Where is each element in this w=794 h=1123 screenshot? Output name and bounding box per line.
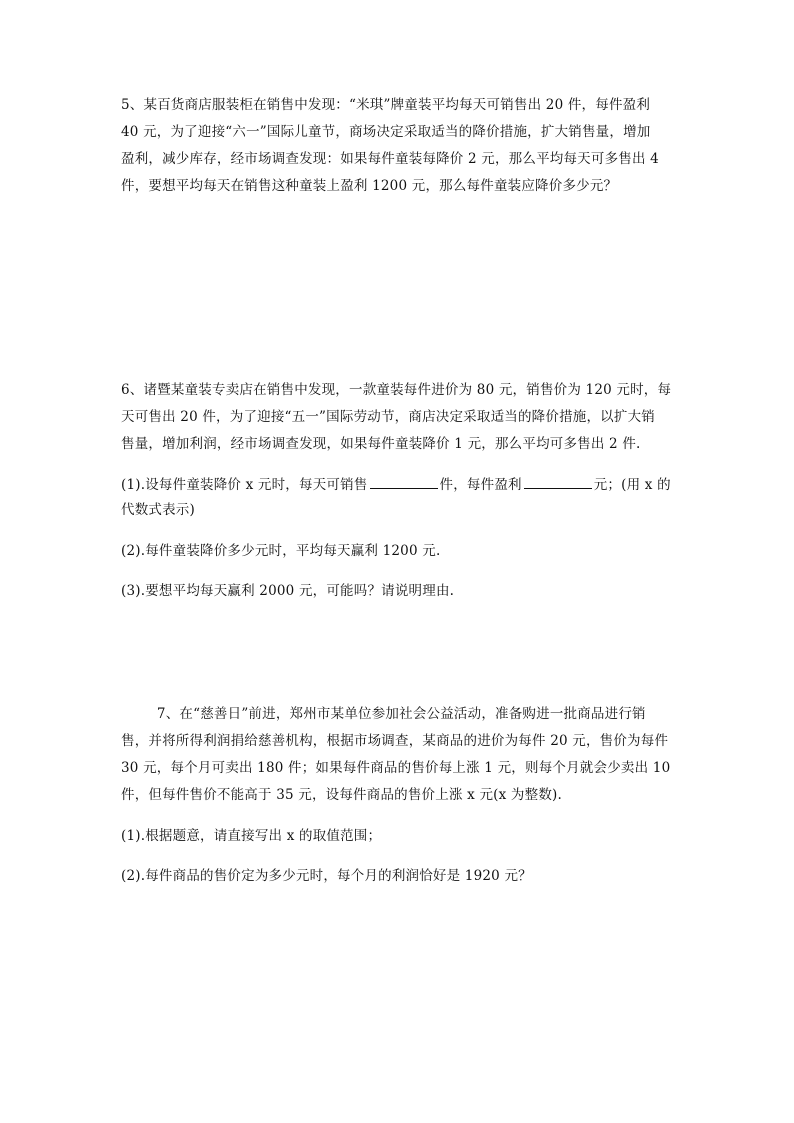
problem-5-line-1: 5、某百货商店服装柜在销售中发现：“米琪”牌童装平均每天可销售出 20 件，每件盈利 (121, 97, 651, 113)
problem-6-question-1 (121, 476, 681, 494)
problem-5-line-4: 件，要想平均每天在销售这种童装上盈利 1200 元，那么每件童装应降价多少元？ (121, 178, 618, 194)
problem-6-line-1: 6、诸暨某童装专卖店在销售中发现，一款童装每件进价为 80 元，销售价为 120 元时，每 (121, 382, 672, 398)
problem-6-line-2: 天可售出 20 件，为了迎接“五一”国际劳动节，商店决定采取适当的降价措施，以扩大销 (121, 409, 655, 425)
answer-blank-profit[interactable] (524, 476, 592, 489)
problem-7-line-3: 30 元，每个月可卖出 180 件；如果每件商品的售价每上涨 1 元，则每个月就会少卖出 10 (121, 760, 671, 776)
q1-text-c: 元；(用 x 的 (593, 477, 671, 493)
problem-7-line-1: 7、在“慈善日”前进，郑州市某单位参加社会公益活动，准备购进一批商品进行销 (121, 706, 646, 722)
problem-7-line-2: 售，并将所得利润捐给慈善机构，根据市场调查，某商品的进价为每件 20 元，售价为每件 (121, 733, 669, 749)
answer-blank-quantity[interactable] (370, 476, 438, 489)
problem-6-line-3: 售量，增加利润，经市场调查发现，如果每件童装降价 1 元，那么平均可多售出 2 件. (121, 436, 641, 452)
q1-text-a: (1).设每件童装降价 x 元时，每天可销售 (121, 477, 368, 493)
problem-6-question-2: (2).每件童装降价多少元时，平均每天赢利 1200 元. (121, 543, 441, 559)
problem-6-question-1-cont: 代数式表示) (121, 502, 195, 518)
problem-7-question-1: (1).根据题意，请直接写出 x 的取值范围； (121, 828, 382, 844)
problem-5-line-2: 40 元，为了迎接“六一”国际儿童节，商场决定采取适当的降价措施，扩大销售量，增加 (121, 124, 651, 140)
problem-7-line-4: 件，但每件售价不能高于 35 元，设每件商品的售价上涨 x 元(x 为整数). (121, 787, 562, 803)
q1-text-b: 件，每件盈利 (439, 477, 522, 493)
problem-5-line-3: 盈利，减少库存，经市场调查发现：如果每件童装每降价 2 元，那么平均每天可多售出 4 (121, 151, 659, 167)
problem-6-question-3: (3).要想平均每天赢利 2000 元，可能吗？请说明理由. (121, 583, 455, 599)
problem-7-question-2: (2).每件商品的售价定为多少元时，每个月的利润恰好是 1920 元？ (121, 868, 532, 884)
